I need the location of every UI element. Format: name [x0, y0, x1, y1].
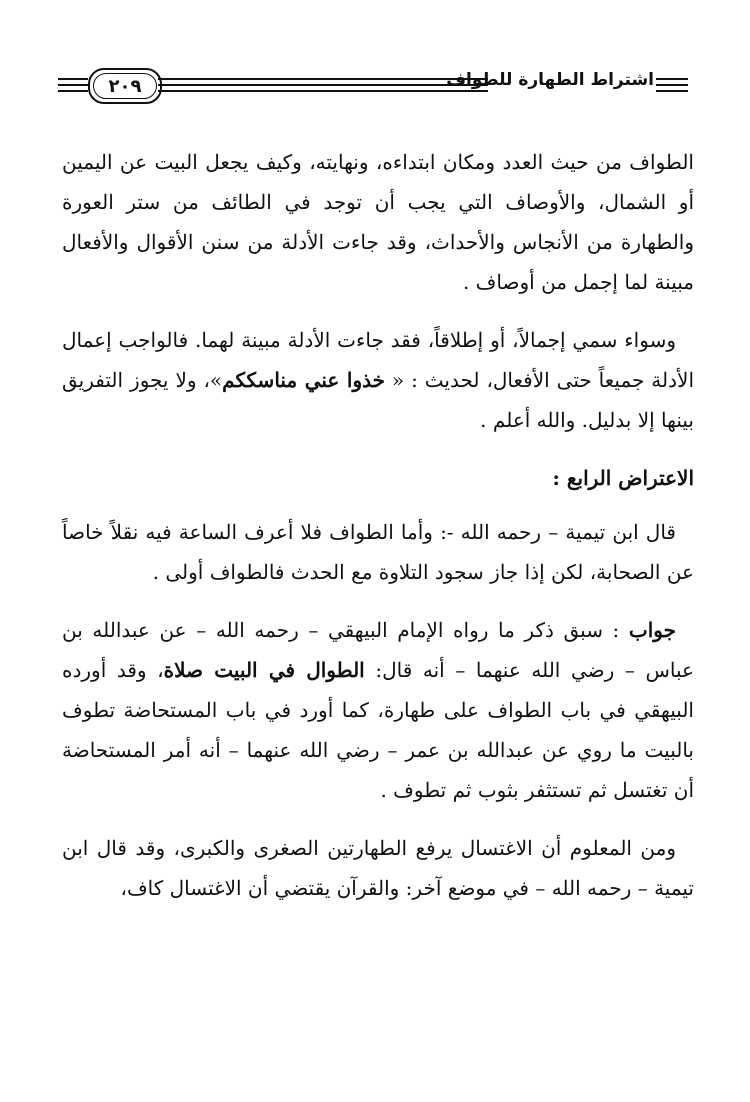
- paragraph: ومن المعلوم أن الاغتسال يرفع الطهارتين الصغرى والكبرى، وقد قال ابن تيمية – رحمه الله – في موضع آخر: والقرآن يقتضي أن الاغتسال كاف،: [62, 836, 694, 900]
- header-rule: [58, 90, 88, 92]
- header-rule: [158, 90, 488, 92]
- answer-label: جواب: [628, 618, 676, 642]
- paragraph-text: : سبق ذكر ما رواه الإمام البيهقي – رحمه الله – عن عبدالله بن عباس – رضي الله عنهما – أنه قال:: [62, 618, 694, 682]
- section-heading: الاعتراض الرابع :: [552, 466, 694, 490]
- header-rule: [656, 78, 688, 80]
- header-rule: [656, 84, 688, 86]
- paragraph: [62, 610, 694, 810]
- hadith-quote: خذوا عني مناسككم: [222, 368, 385, 392]
- running-header: [58, 66, 688, 114]
- page-body: [62, 142, 694, 926]
- header-rule: [656, 90, 688, 92]
- paragraph: قال ابن تيمية – رحمه الله -: وأما الطواف فلا أعرف الساعة فيه نقلاً خاصاً عن الصحابة، لكن إذا جاز سجود التلاوة مع الحدث فالطواف أولى .: [62, 520, 694, 584]
- paragraph-text: »، ولا يجوز التفريق بينها إلا بدليل. والله أعلم .: [62, 368, 694, 432]
- header-rule: [158, 78, 488, 80]
- paragraph-text: وسواء سمي إجمالاً، أو إطلاقاً، فقد جاءت الأدلة مبينة لهما. فالواجب إعمال الأدلة جميعاً حتى الأفعال، لحديث : «: [62, 328, 694, 392]
- paragraph: [62, 320, 694, 440]
- page-number-badge: [88, 68, 162, 104]
- paragraph-text: ، وقد أورده البيهقي في باب الطواف على طهارة، كما أورد في باب المستحاضة تطوف بالبيت ما روي عن عبدالله بن عمر – رضي الله عنهما – أنه أمر المستحاضة أن تغتسل ثم تستثفر بثوب ثم تطوف .: [62, 658, 694, 802]
- paragraph: الطواف من حيث العدد ومكان ابتداءه، ونهايته، وكيف يجعل البيت عن اليمين أو الشمال، والأوصاف التي يجب أن توجد في الطائف من ستر العورة والطهارة من الأنجاس والأحداث، وقد جاءت الأدلة من سنن الأقوال والأفعال مبينة لما إجمل من أوصاف .: [62, 150, 695, 294]
- header-rule: [58, 78, 88, 80]
- running-title: اشتراط الطهارة للطواف: [446, 70, 654, 90]
- page-number: ٢٠٩: [108, 75, 142, 97]
- header-rule: [158, 84, 488, 86]
- header-rule: [58, 84, 88, 86]
- hadith-quote: الطوال في البيت صلاة: [163, 658, 365, 682]
